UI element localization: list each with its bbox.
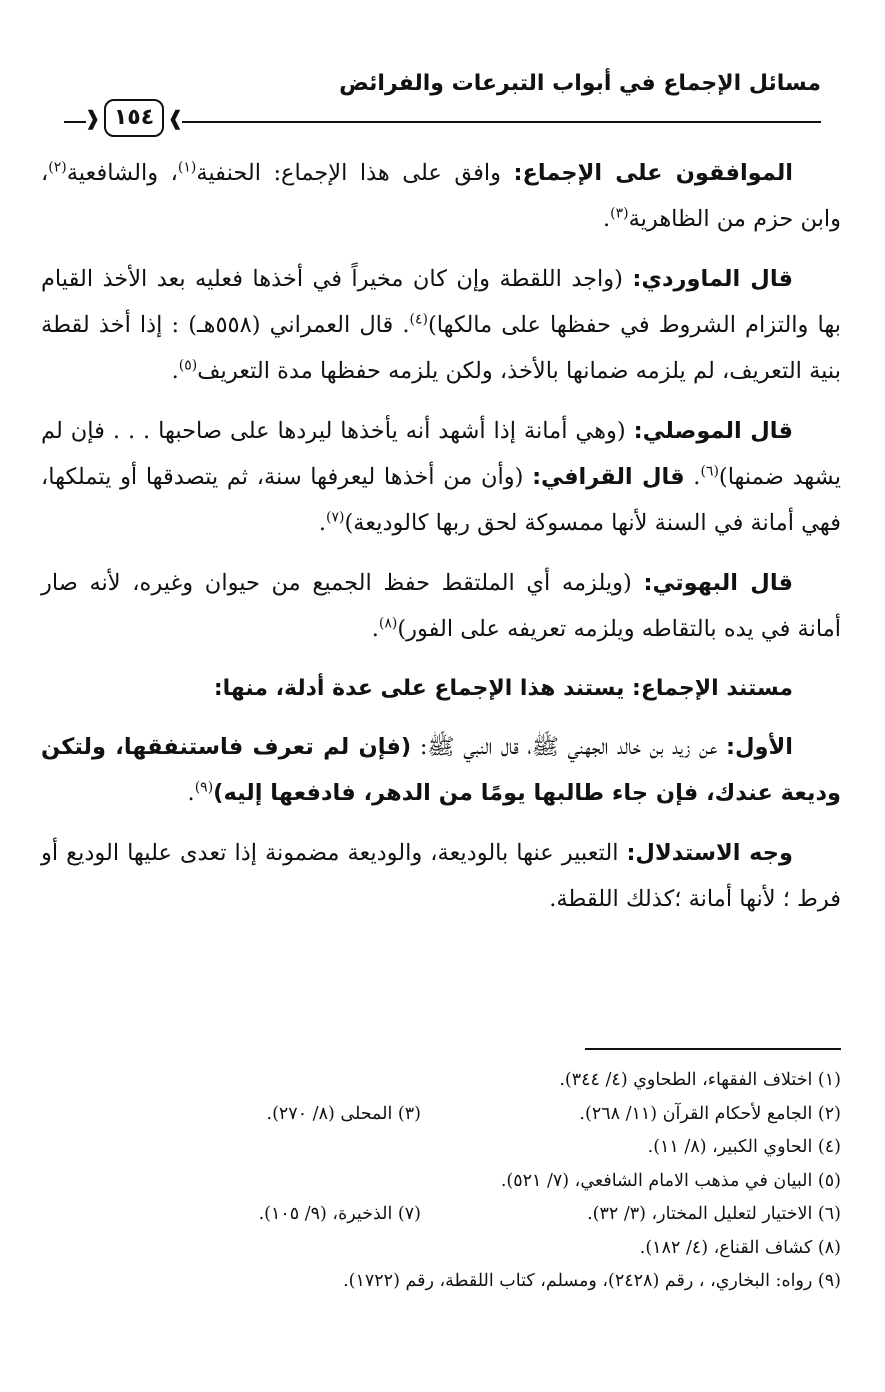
footnote-4: (٤) الحاوي الكبير، (٨/ ١١).	[647, 1137, 841, 1157]
footnote-ref-9[interactable]: (٩)	[194, 779, 214, 796]
footnote-ref-6[interactable]: (٦)	[700, 463, 719, 480]
lead-inference: وجه الاستدلال:	[626, 840, 793, 866]
footnote-9: (٩) رواه: البخاري، ، رقم (٢٤٢٨)، ومسلم، كتاب اللقطة، رقم (١٧٢٢).	[343, 1271, 841, 1291]
lead-buhuti: قال البهوتي:	[643, 570, 793, 596]
lead-agreeing: الموافقون على الإجماع:	[513, 160, 794, 186]
running-title: مسائل الإجماع في أبواب التبرعات والفرائض	[339, 71, 821, 96]
hadith-quote: (فإن لم تعرف فاستنفقها، ولتكن وديعة عندك، فإن جاء طالبها يومًا من الدهر، فادفعها إليه)	[41, 734, 841, 806]
footnote-ref-8[interactable]: (٨)	[378, 615, 398, 632]
footnote-8: (٨) كشاف القناع، (٤/ ١٨٢).	[639, 1237, 841, 1258]
paragraph-mawardi: قال الماوردي: (واجد اللقطة وإن كان مخيراً في أخذها فعليه بعد الأخذ القيام بها والتزام الشروط في حفظها على مالكها)$^{(٤)}$. قال العمراني (٥٥٨هـ) : إذا أخذ لقطة بنية التعريف، لم يلزمه ضمانها بالأخذ، ولكن يلزمه حفظها مدة التعريف$^{(٥)}$.	[41, 266, 841, 384]
footnote-rule	[585, 1048, 841, 1050]
page-number-frame	[86, 96, 182, 140]
footnote-1: (١) اختلاف الفقهاء، الطحاوي (٤/ ٣٤٤).	[559, 1070, 841, 1090]
footnote-3: (٣) المحلى (٨/ ٢٧٠).	[266, 1103, 421, 1124]
footnote-6: (٦) الاختيار لتعليل المختار، (٣/ ٣٢).	[587, 1204, 841, 1224]
paragraph-agreeing: الموافقون على الإجماع: وافق على هذا الإجماع: الحنفية$^{(١)}$، والشافعية$^{(٢)}$، وابن حزم من الظاهرية$^{(٣)}$.	[41, 159, 841, 232]
lead-mawardi: قال الماوردي:	[632, 266, 793, 292]
paragraph-first-evidence: الأول: عن زيد بن خالد الجهني ﷺ، قال النبي ﷺ: (فإن لم تعرف فاستنفقها، ولتكن وديعة عندك، فإن جاء طالبها يومًا من الدهر، فادفعها إليه)$^{(٩)}$.	[41, 734, 841, 806]
section-heading: مستند الإجماع: يستند هذا الإجماع على عدة أدلة، منها:	[213, 676, 793, 701]
page-number: ١٥٤	[104, 99, 164, 137]
footnote-ref-5[interactable]: (٥)	[178, 357, 198, 374]
footnote-ref-7[interactable]: (٧)	[326, 509, 345, 526]
footnote-ref-2[interactable]: (٢)	[48, 159, 67, 176]
footnote-5: (٥) البيان في مذهب الامام الشافعي، (٧/ ٥٢١).	[500, 1170, 841, 1191]
footnote-2: (٢) الجامع لأحكام القرآن (١١/ ٢٦٨).	[579, 1103, 841, 1124]
paragraph-buhuti: قال البهوتي: (ويلزمه أي الملتقط حفظ الجميع من حيوان وغيره، لأنه صار أمانة في يده بالتقاطه ويلزمه تعريفه على الفور)$^{(٨)}$.	[41, 570, 841, 642]
ornament-right-icon: ❱	[167, 106, 184, 130]
lead-first: الأول:	[726, 734, 793, 760]
footnotes	[41, 1064, 841, 1299]
ornament-left-icon: ❰	[84, 106, 101, 130]
footnote-ref-3[interactable]: (٣)	[610, 205, 629, 222]
lead-qarafi: قال القرافي:	[532, 464, 685, 490]
footnote-ref-1[interactable]: (١)	[177, 159, 197, 176]
main-text	[41, 150, 841, 936]
footnote-ref-4[interactable]: (٤)	[409, 311, 429, 328]
lead-mawsili: قال الموصلي:	[633, 418, 793, 444]
footnote-7: (٧) الذخيرة، (٩/ ١٠٥).	[258, 1204, 421, 1224]
paragraph-inference: وجه الاستدلال: التعبير عنها بالوديعة، والوديعة مضمونة إذا تعدى عليها الوديع أو فرط ؛ لأنها أمانة ؛كذلك اللقطة.	[41, 840, 841, 912]
paragraph-mawsili: قال الموصلي: (وهي أمانة إذا أشهد أنه يأخذها ليردها على صاحبها . . . فإن لم يشهد ضمنها)$^{(٦)}$. قال القرافي: (وأن من أخذها ليعرفها سنة، ثم يتصدقها أو يتملكها، فهي أمانة في السنة لأنها ممسوكة لحق ربها كالوديعة)$^{(٧)}$.	[41, 418, 841, 536]
